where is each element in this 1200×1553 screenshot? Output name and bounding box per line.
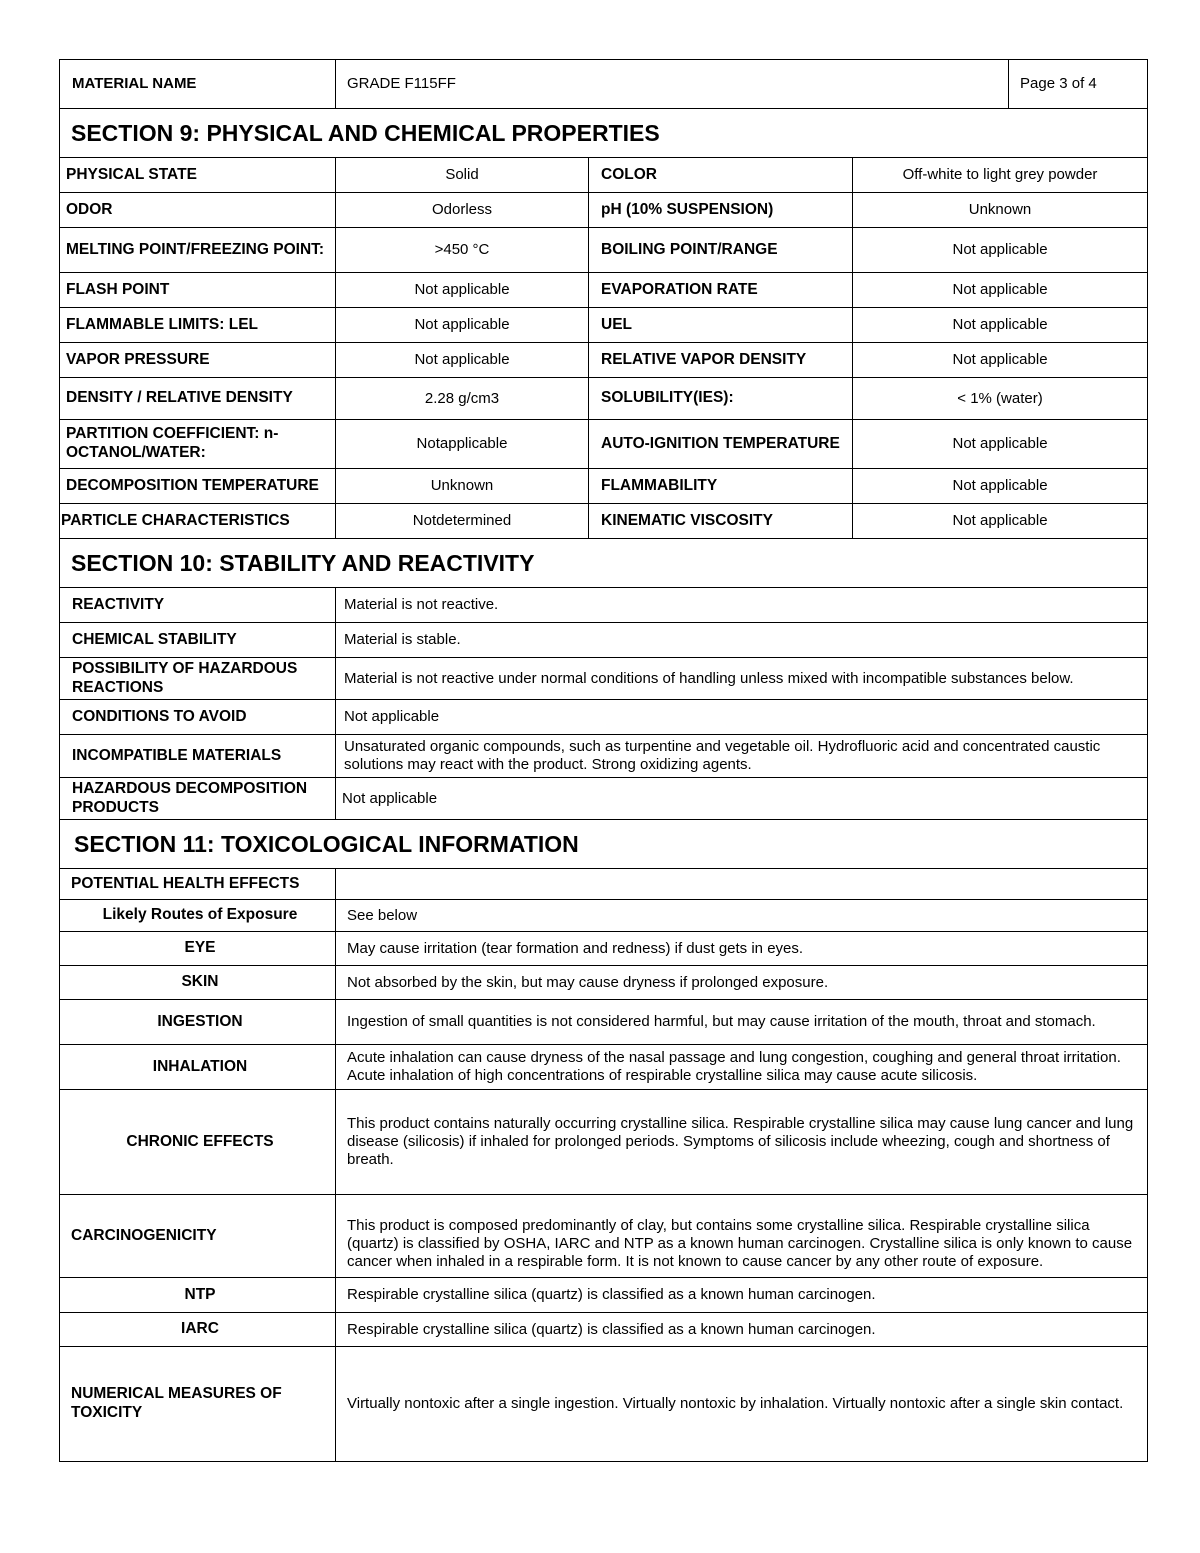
property-value: Not applicable (336, 308, 589, 343)
property-value: 2.28 g/cm3 (336, 378, 589, 420)
tox-label: Likely Routes of Exposure (60, 900, 336, 932)
property-value: Not applicable (853, 273, 1148, 308)
sds-page (59, 59, 1147, 1462)
section10-heading-row (60, 539, 1148, 588)
tox-label: EYE (60, 932, 336, 966)
tox-label: POTENTIAL HEALTH EFFECTS (60, 869, 336, 900)
stability-row (60, 588, 1148, 623)
property-label: COLOR (589, 158, 853, 193)
tox-row (60, 1313, 1148, 1347)
tox-value: Respirable crystalline silica (quartz) is classified as a known human carcinogen. (336, 1313, 1148, 1347)
stability-value: Material is not reactive under normal conditions of handling unless mixed with incompatible substances below. (336, 658, 1148, 700)
property-value: Notdetermined (336, 504, 589, 539)
property-label: UEL (589, 308, 853, 343)
tox-row (60, 1278, 1148, 1313)
property-row (60, 343, 1148, 378)
section9-heading-row (60, 109, 1148, 158)
tox-label: INGESTION (60, 1000, 336, 1045)
stability-row (60, 778, 1148, 820)
tox-value: Virtually nontoxic after a single ingestion. Virtually nontoxic by inhalation. Virtually nontoxic after a single skin contact. (336, 1347, 1148, 1462)
tox-value: Ingestion of small quantities is not considered harmful, but may cause irritation of the mouth, throat and stomach. (336, 1000, 1148, 1045)
property-label: DECOMPOSITION TEMPERATURE (60, 469, 336, 504)
tox-row (60, 966, 1148, 1000)
tox-row (60, 869, 1148, 900)
tox-value: Acute inhalation can cause dryness of the nasal passage and lung congestion, coughing and general throat irritation. Acute inhalation of high concentrations of respirable crystalline silica may cause acute silicosis. (336, 1045, 1148, 1090)
stability-label: POSSIBILITY OF HAZARDOUS REACTIONS (60, 658, 336, 700)
tox-value: Respirable crystalline silica (quartz) is classified as a known human carcinogen. (336, 1278, 1148, 1313)
tox-row (60, 932, 1148, 966)
tox-row (60, 1195, 1148, 1278)
tox-value: Not absorbed by the skin, but may cause dryness if prolonged exposure. (336, 966, 1148, 1000)
tox-row (60, 1090, 1148, 1195)
property-label: ODOR (60, 193, 336, 228)
stability-label: HAZARDOUS DECOMPOSITION PRODUCTS (60, 778, 336, 820)
property-value: Odorless (336, 193, 589, 228)
tox-value: This product contains naturally occurring crystalline silica. Respirable crystalline silica may cause lung cancer and lung disease (silicosis) if inhaled for prolonged periods. Symptoms of silicosis include wheezing, cough and shortness of breath. (336, 1090, 1148, 1195)
tox-label: NTP (60, 1278, 336, 1313)
property-label: PARTITION COEFFICIENT: n-OCTANOL/WATER: (60, 420, 336, 469)
property-value: Solid (336, 158, 589, 193)
stability-value: Unsaturated organic compounds, such as turpentine and vegetable oil. Hydrofluoric acid and concentrated caustic solutions may react with the product. Strong oxidizing agents. (336, 735, 1148, 778)
tox-label: CHRONIC EFFECTS (60, 1090, 336, 1195)
material-name: GRADE F115FF (336, 60, 1009, 109)
property-label: PARTICLE CHARACTERISTICS (60, 504, 336, 539)
property-label: EVAPORATION RATE (589, 273, 853, 308)
section11-title: SECTION 11: TOXICOLOGICAL INFORMATION (60, 820, 1148, 869)
property-label: BOILING POINT/RANGE (589, 228, 853, 273)
property-value: Not applicable (853, 469, 1148, 504)
tox-row (60, 1045, 1148, 1090)
property-row (60, 469, 1148, 504)
tox-label: IARC (60, 1313, 336, 1347)
section11-heading-row (60, 820, 1148, 869)
header-row (60, 60, 1148, 109)
property-row (60, 228, 1148, 273)
property-value: Not applicable (853, 228, 1148, 273)
property-label: FLASH POINT (60, 273, 336, 308)
property-row (60, 504, 1148, 539)
section11-table (59, 819, 1148, 1462)
property-value: Not applicable (336, 273, 589, 308)
property-value: >450 °C (336, 228, 589, 273)
property-label: PHYSICAL STATE (60, 158, 336, 193)
property-label: KINEMATIC VISCOSITY (589, 504, 853, 539)
property-label: AUTO-IGNITION TEMPERATURE (589, 420, 853, 469)
stability-label: CONDITIONS TO AVOID (60, 700, 336, 735)
stability-label: REACTIVITY (60, 588, 336, 623)
property-value: < 1% (water) (853, 378, 1148, 420)
tox-value: See below (336, 900, 1148, 932)
tox-value: May cause irritation (tear formation and redness) if dust gets in eyes. (336, 932, 1148, 966)
stability-row (60, 700, 1148, 735)
page-number: Page 3 of 4 (1009, 60, 1148, 109)
tox-label: SKIN (60, 966, 336, 1000)
property-value: Not applicable (853, 343, 1148, 378)
property-label: FLAMMABILITY (589, 469, 853, 504)
section9-title: SECTION 9: PHYSICAL AND CHEMICAL PROPERTIES (60, 109, 1148, 158)
tox-label: NUMERICAL MEASURES OF TOXICITY (60, 1347, 336, 1462)
stability-value: Material is not reactive. (336, 588, 1148, 623)
section10-title: SECTION 10: STABILITY AND REACTIVITY (60, 539, 1148, 588)
property-label: pH (10% SUSPENSION) (589, 193, 853, 228)
tox-row (60, 1347, 1148, 1462)
property-label: RELATIVE VAPOR DENSITY (589, 343, 853, 378)
stability-value: Material is stable. (336, 623, 1148, 658)
property-label: FLAMMABLE LIMITS: LEL (60, 308, 336, 343)
property-label: MELTING POINT/FREEZING POINT: (60, 228, 336, 273)
property-row (60, 308, 1148, 343)
property-value: Not applicable (853, 308, 1148, 343)
property-value: Unknown (853, 193, 1148, 228)
stability-row (60, 658, 1148, 700)
property-row (60, 420, 1148, 469)
stability-value: Not applicable (336, 700, 1148, 735)
tox-label: INHALATION (60, 1045, 336, 1090)
property-row (60, 193, 1148, 228)
section9-table (59, 59, 1148, 539)
property-row (60, 158, 1148, 193)
tox-row (60, 1000, 1148, 1045)
stability-value: Not applicable (336, 778, 1148, 820)
stability-label: CHEMICAL STABILITY (60, 623, 336, 658)
property-label: DENSITY / RELATIVE DENSITY (60, 378, 336, 420)
property-value: Notapplicable (336, 420, 589, 469)
property-row (60, 378, 1148, 420)
tox-value: This product is composed predominantly of clay, but contains some crystalline silica. Respirable crystalline silica (quartz) is classified by OSHA, IARC and NTP as a known human carcinogen. Crystalline silica is only known to cause cancer when inhaled in a respirable form. It is not known to cause cancer by any other route of exposure. (336, 1195, 1148, 1278)
property-value: Not applicable (336, 343, 589, 378)
property-label: VAPOR PRESSURE (60, 343, 336, 378)
property-value: Off-white to light grey powder (853, 158, 1148, 193)
stability-row (60, 735, 1148, 778)
tox-row (60, 900, 1148, 932)
material-name-label: MATERIAL NAME (60, 60, 336, 109)
property-value: Not applicable (853, 504, 1148, 539)
stability-label: INCOMPATIBLE MATERIALS (60, 735, 336, 778)
tox-label: CARCINOGENICITY (60, 1195, 336, 1278)
tox-value (336, 869, 1148, 900)
stability-row (60, 623, 1148, 658)
property-value: Not applicable (853, 420, 1148, 469)
property-row (60, 273, 1148, 308)
property-value: Unknown (336, 469, 589, 504)
section10-table (59, 538, 1148, 820)
property-label: SOLUBILITY(IES): (589, 378, 853, 420)
